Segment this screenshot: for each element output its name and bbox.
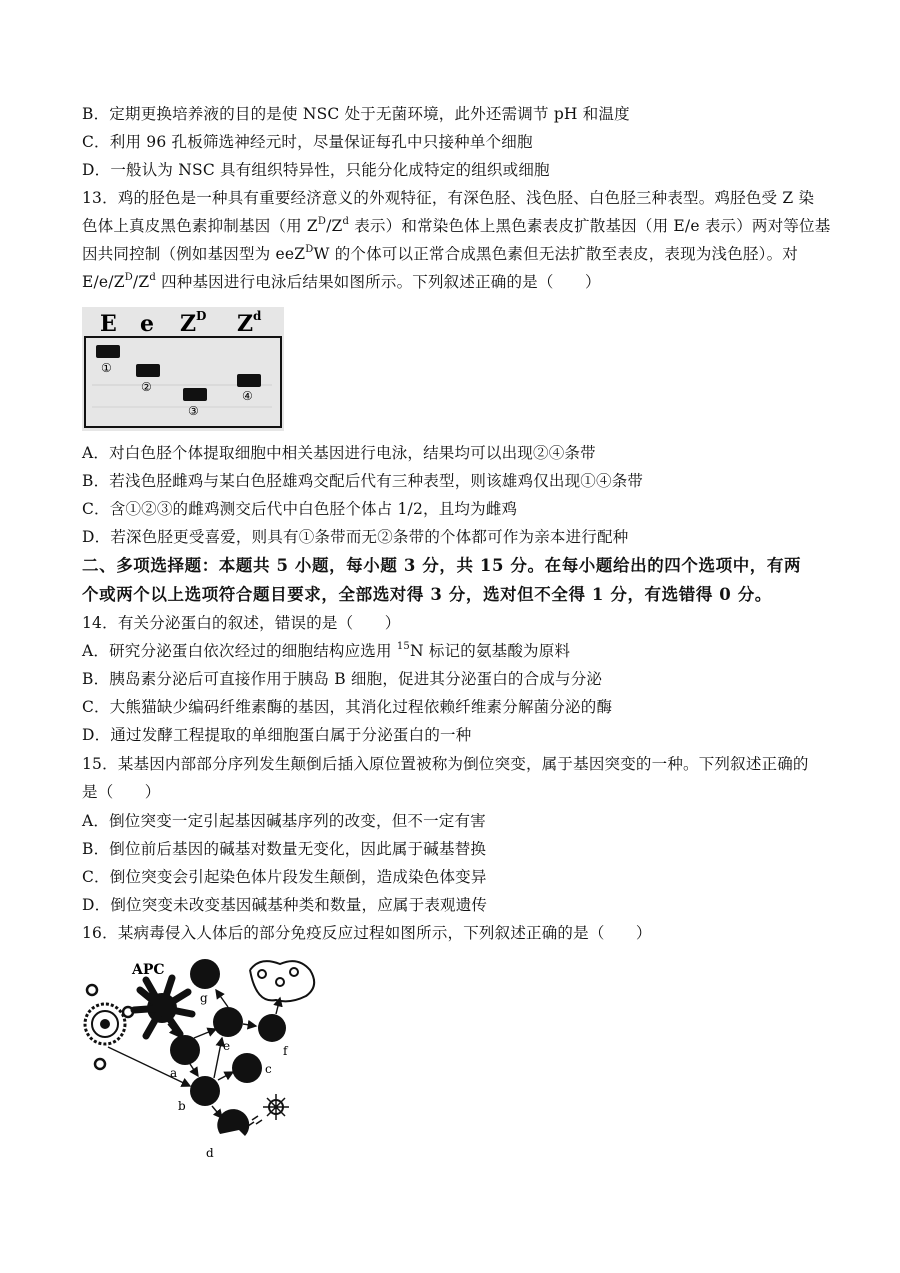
- cell-d-label: d: [206, 1146, 214, 1160]
- q14-stem: 14．有关分泌蛋白的叙述，错误的是（ ）: [82, 614, 401, 632]
- q13-option-d: D．若深色胫更受喜爱，则具有①条带而无②条带的个体都可作为亲本进行配种: [82, 528, 629, 546]
- q13-stem-line1: 13．鸡的胫色是一种具有重要经济意义的外观特征，有深色胫、浅色胫、白色胫三种表型。鸡胫色受 Z 染: [82, 189, 815, 207]
- cell-d: [217, 1109, 249, 1136]
- q12-option-d: D．一般认为 NSC 具有组织特异性，只能分化成特定的组织或细胞: [82, 161, 550, 179]
- gel-header-E: E: [100, 311, 117, 337]
- immune-response-figure: [80, 952, 330, 1162]
- band-3-label: ③: [188, 404, 199, 418]
- q15-option-b: B．倒位前后基因的碱基对数量无变化，因此属于碱基替换: [82, 840, 487, 858]
- band-2: [136, 364, 160, 377]
- lysed-target-cell: [250, 961, 314, 1001]
- gel-header-Zd: Z: [237, 311, 254, 337]
- section2-heading-line1: 二、多项选择题：本题共 5 小题，每小题 3 分，共 15 分。在每小题给出的四个选项中，有两: [82, 556, 802, 575]
- infected-cell: [85, 1004, 125, 1044]
- q15-option-c: C．倒位突变会引起染色体片段发生颠倒，造成染色体变异: [82, 868, 487, 886]
- q12-option-c: C．利用 96 孔板筛选神经元时，尽量保证每孔中只接种单个细胞: [82, 133, 533, 151]
- cell-a-label: a: [170, 1066, 178, 1080]
- cell-e-label: e: [223, 1039, 231, 1053]
- q13-option-b: B．若浅色胫雌鸡与某白色胫雄鸡交配后代有三种表型，则该雄鸡仅出现①④条带: [82, 472, 644, 490]
- q16-stem: 16．某病毒侵入人体后的部分免疫反应过程如图所示，下列叙述正确的是（ ）: [82, 924, 652, 942]
- cell-b: [190, 1076, 220, 1106]
- cell-c-label: c: [265, 1062, 272, 1076]
- apc-cell: [134, 978, 192, 1036]
- q13-stem-line2: 色体上真皮黑色素抑制基因（用 $Z^D/Z^d$ 表示）和常染色体上黑色素表皮扩散基因（用 E/e 表示）两对等位基: [82, 215, 831, 235]
- q13-stem-line4: $E/e/Z^D/Z^d$ 四种基因进行电泳后结果如图所示。下列叙述正确的是（ ）: [82, 271, 601, 291]
- q14-option-c: C．大熊猫缺少编码纤维素酶的基因，其消化过程依赖纤维素分解菌分泌的酶: [82, 698, 613, 716]
- band-1: [96, 345, 120, 358]
- gel-header-Zd-sup: d: [253, 309, 262, 323]
- band-4-label: ④: [242, 389, 253, 403]
- q12-option-b: B．定期更换培养液的目的是使 NSC 处于无菌环境，此外还需调节 pH 和温度: [82, 105, 630, 123]
- q13-option-a: A．对白色胫个体提取细胞中相关基因进行电泳，结果均可以出现②④条带: [82, 444, 596, 462]
- cell-f-label: f: [283, 1044, 288, 1058]
- band-3: [183, 388, 207, 401]
- band-1-label: ①: [101, 361, 112, 375]
- q13-option-c: C．含①②③的雌鸡测交后代中白色胫个体占 1/2，且均为雌鸡: [82, 500, 518, 518]
- q15-option-d: D．倒位突变未改变基因碱基种类和数量，应属于表观遗传: [82, 896, 488, 914]
- gel-header-e: e: [140, 311, 154, 337]
- q15-option-a: A．倒位突变一定引起基因碱基序列的改变，但不一定有害: [82, 812, 486, 830]
- q13-stem-line3: 因共同控制（例如基因型为 eeZ$^D$W 的个体可以正常合成黑色素但无法扩散至表皮，表现为浅色胫）。对: [82, 243, 798, 263]
- q14-option-b: B．胰岛素分泌后可直接作用于胰岛 B 细胞，促进其分泌蛋白的合成与分泌: [82, 670, 603, 688]
- gel-header-ZD-sup: D: [196, 309, 207, 323]
- apc-label: APC: [132, 962, 165, 978]
- q15-stem-line2: 是（ ）: [82, 783, 161, 801]
- cell-e: [213, 1007, 243, 1037]
- q15-stem-line1: 15．某基因内部部分序列发生颠倒后插入原位置被称为倒位突变，属于基因突变的一种。下列叙述正确的: [82, 755, 809, 773]
- section2-heading-line2: 个或两个以上选项符合题目要求，全部选对得 3 分，选对但不全得 1 分，有选错得 0 分。: [82, 585, 772, 604]
- q14-option-d: D．通过发酵工程提取的单细胞蛋白属于分泌蛋白的一种: [82, 726, 472, 744]
- antigen-antibody-complex: [248, 1094, 289, 1126]
- q14-option-a: A．研究分泌蛋白依次经过的细胞结构应选用 $^{15}$N 标记的氨基酸为原料: [82, 640, 571, 660]
- band-2-label: ②: [141, 380, 152, 394]
- cell-f: [258, 1014, 286, 1042]
- band-4: [237, 374, 261, 387]
- cell-g: [190, 959, 220, 989]
- electrophoresis-figure: [82, 307, 284, 431]
- cell-b-label: b: [178, 1099, 186, 1113]
- cell-c: [232, 1053, 262, 1083]
- cell-a: [170, 1035, 200, 1065]
- gel-header-ZD: Z: [180, 311, 197, 337]
- cell-g-label: g: [200, 991, 208, 1005]
